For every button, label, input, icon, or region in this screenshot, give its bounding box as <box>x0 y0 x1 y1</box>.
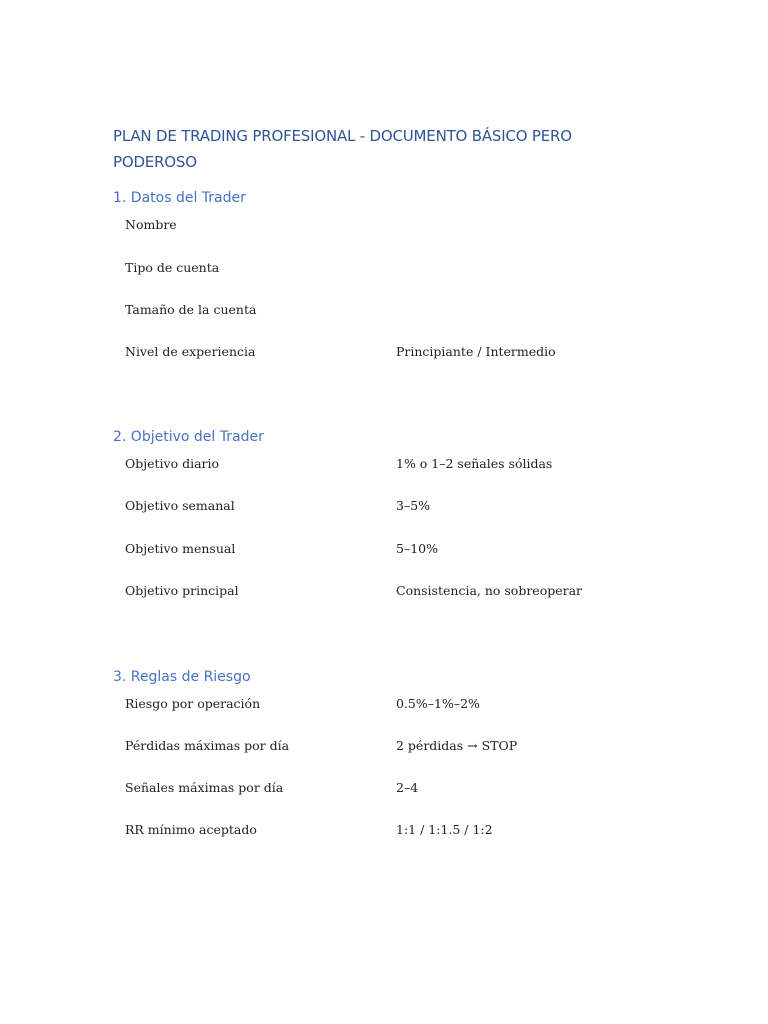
row-label: RR mínimo aceptado <box>125 822 257 837</box>
row-label: Objetivo diario <box>125 456 220 471</box>
document-title: PLAN DE TRADING PROFESIONAL - DOCUMENTO BÁSICO PERO PODEROSO <box>113 127 572 171</box>
table-row <box>0 300 768 320</box>
table-row <box>0 778 768 798</box>
row-label: Nombre <box>125 217 177 232</box>
row-value: Principiante / Intermedio <box>396 344 556 359</box>
row-label: Objetivo semanal <box>125 498 235 513</box>
table-row <box>0 258 768 278</box>
section-heading: 2. Objetivo del Trader <box>113 429 264 445</box>
row-value: 0.5%–1%–2% <box>396 696 480 711</box>
row-value: 3–5% <box>396 498 431 513</box>
row-value: 5–10% <box>396 541 438 556</box>
row-label: Objetivo mensual <box>125 541 236 556</box>
row-label: Señales máximas por día <box>125 780 284 795</box>
row-value: Consistencia, no sobreoperar <box>396 583 583 598</box>
table-row <box>0 820 768 840</box>
table-row <box>0 694 768 714</box>
table-row <box>0 342 768 362</box>
row-value: 1% o 1–2 señales sólidas <box>396 456 553 471</box>
row-value: 2 pérdidas → STOP <box>396 738 518 753</box>
row-label: Tamaño de la cuenta <box>125 302 257 317</box>
table-row <box>0 736 768 756</box>
table-row <box>0 496 768 516</box>
row-label: Nivel de experiencia <box>125 344 256 359</box>
table-row <box>0 581 768 601</box>
row-label: Riesgo por operación <box>125 696 261 711</box>
section-heading: 1. Datos del Trader <box>113 190 246 206</box>
row-value: 2–4 <box>396 780 419 795</box>
row-value: 1:1 / 1:1.5 / 1:2 <box>396 822 493 837</box>
row-label: Tipo de cuenta <box>125 260 220 275</box>
row-label: Pérdidas máximas por día <box>125 738 290 753</box>
row-label: Objetivo principal <box>125 583 239 598</box>
table-row <box>0 454 768 474</box>
table-row <box>0 539 768 559</box>
section-heading: 3. Reglas de Riesgo <box>113 669 251 685</box>
table-row <box>0 215 768 235</box>
